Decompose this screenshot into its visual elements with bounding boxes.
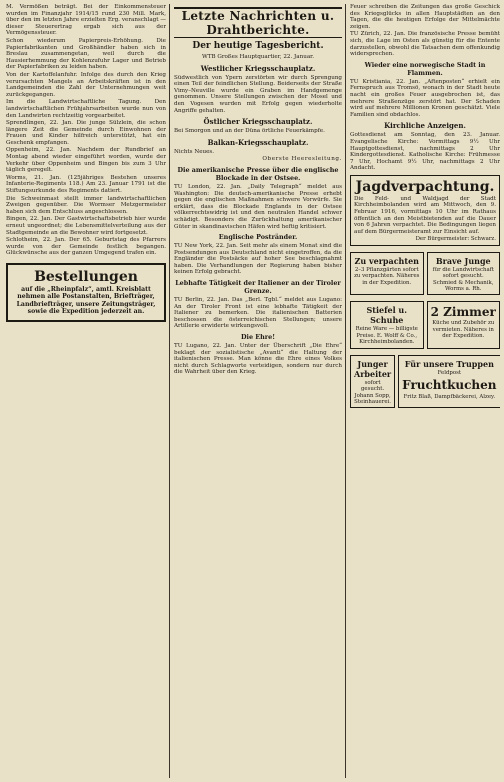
ad-text: für die Landwirtschaft sofort gesucht. Schmied & Mechanik, Worms a. Rh. <box>432 266 494 293</box>
article-paragraph: Worms, 21. Jan. (125jähriges Bestehen unseres Infanterie-Regiments 118.) Am 23. Januar 1791 ist die Stiftungsurkunde des Regiments datiert. <box>6 174 166 195</box>
ad-title: 2 Zimmer <box>430 305 496 320</box>
ad-title: Für unsere Truppen <box>404 358 494 369</box>
article-paragraph: TU Zürich, 22. Jan. Die französische Presse bemüht sich, die Lage im Osten als günstig für die Entente darzustellen, obwohl die Tatsachen dem offenkundig widersprechen. <box>350 31 500 58</box>
ad-row <box>350 298 500 351</box>
east-front-text: Bei Smorgon und an der Düna örtliche Feuerkämpfe. <box>174 128 325 135</box>
classified-ad <box>427 252 501 296</box>
article-paragraph: Die Schweinmast stellt immer landwirtschaftlichen Zweigen gegenüber. Die Wormser Metzgermeister haben sich dem Entschluss angeschlossen. <box>6 195 166 215</box>
article-paragraph: Schon wiederum Papierpreis-Erhöhung. Die Papierfabrikanten und Großhändler haben sich in Breslau zusammengetan, weil durch die Hausierhemmung der Kohlenzufuhr Lager und Betrieb der Papierfabriken zu leiden haben. <box>6 37 166 71</box>
column-rule <box>345 4 346 778</box>
article-paragraph: TU London, 22. Jan. „Daily Telegraph“ meldet aus Washington: Die deutsch-amerikanische Presse erhebt gegen die englischen Maßnahmen schwere Vorwürfe. Sie erklärt, dass die Blockade Englands in der Ostsee völkerrechtswidrig ist und den neutralen Handel schwer schädigt. Besonders die Zurückhaltung amerikanischer Güter in skandinavischen Häfen wird heftig kritisiert. <box>174 183 342 230</box>
ad-title: Zu verpachten <box>354 255 419 266</box>
article-paragraph: Von der Kartoffelanfuhr. Infolge des durch den Krieg verursachten Mangels an Arbeitskräften ist in den Landgemeinden die Zahl der Unternehmungen weit zurückgegangen. <box>6 71 166 98</box>
ad-text: Fritz Blaß, Dampfbäckerei, Alzey. <box>403 394 496 401</box>
ad-text: Küche und Zubehör zu vermieten. Näheres in der Expedition. <box>432 320 495 340</box>
ad-text: sofort gesucht. Johann Sopp, Steinhauerei. <box>354 379 391 405</box>
article-headline: Englische Postränder. <box>218 233 298 242</box>
article-paragraph: Bingen, 22. Jan. Der Gastwirtschaftsbetrieb hier wurde erneut ungeordnet; die Lebensmittelverteilung aus der Stadtgemeinde an die Bewohner wird fortgesetzt. <box>6 216 166 236</box>
ad-title: Jagdverpachtung. <box>355 178 495 195</box>
balkan-front-text: Nichts Neues. <box>174 148 215 155</box>
church-notices-title: Kirchliche Anzeigen. <box>384 121 466 131</box>
west-front-title: Westlicher Kriegsschauplatz. <box>200 63 316 73</box>
article-paragraph: Sprendlingen, 22. Jan. Die junge Sülzlein, die schon längere Zeit die Gemeinde durch Einwohnen der Frauen und Kinder hilfreich unterstützt, hat ein Geschenk empfangen. <box>6 120 166 146</box>
church-notices-text: Gottesdienst am Sonntag, den 23. Januar. Evangelische Kirche: Vormittags 9½ Uhr Hauptgottesdienst, nachmittags 2 Uhr Kindergottesdienst. Katholische Kirche: Frühmesse 7 Uhr, Hochamt 9½ Uhr, nachmittags 2 Uhr Andacht. <box>350 132 500 172</box>
article-paragraph: Schlotheim, 22. Jan. Der 65. Geburtstag des Pfarrers wurde von der Gemeinde festlich begangen. Glückwünsche aus der ganzen Umgegend trafen ein. <box>6 237 166 257</box>
article-paragraph: TU Kristiania, 22. Jan. „Aftenposten“ erhielt ein Fernspruch aus Tromsö, wonach in der Stadt heute nacht ein großes Feuer ausgebrochen ist, das mehrere Straßenzüge zerstört hat. Der Schaden wird auf mehrere Millionen Kronen geschätzt. Viele Familien sind obdachlos. <box>350 78 500 118</box>
column-rule <box>169 4 170 778</box>
article-headline: Wieder eine norwegische Stadt in Flammen. <box>364 60 486 77</box>
classified-ad <box>350 301 424 348</box>
report-dateline: WTB Großes Hauptquartier, 22. Januar. <box>201 54 314 60</box>
classified-ad <box>427 301 501 348</box>
ad-signature: Der Bürgermeister: Schwarz. <box>415 236 496 243</box>
subscription-text: auf die „Rheinpfalz“, amtl. Kreisblatt nehmen alle Postanstalten, Briefträger, Landbriefträger, unsere Zeitungsträger, sowie die Expedition jederzeit an. <box>16 285 156 316</box>
classified-ad <box>350 252 424 296</box>
article-paragraph: Feuer schreiben die Zeitungen das große Geschick des Kriegsglücks in allen Hauptstädten an den Tagen, die die heutigen Erfolge der Mittelmächte zeigen. <box>350 4 500 30</box>
article-paragraph: TU Lugano, 22. Jan. Unter der Überschrift „Die Ehre“ beklagt der sozialistische „Avanti“ die Haltung der italienischen Presse. Man könne die Ehre eines Volkes nicht durch Schlagworte verteidigen, sondern nur durch die Wahrheit über den Krieg. <box>174 343 342 376</box>
classified-ad <box>398 355 500 409</box>
article-paragraph: TU New York, 22. Jan. Seit mehr als einem Monat sind die Postsendungen aus Deutschland nicht eingetroffen, da die Engländer die Postsäcke auf hoher See beschlagnahmt haben. Die Verhandlungen der Regierung haben bisher keinen Erfolg gebracht. <box>174 243 342 276</box>
balkan-front-title: Balkan-Kriegsschauplatz. <box>207 137 309 147</box>
ad-text: Reine Ware — billigste Preise. E. Wolff & Co., Kirchheimbolanden. <box>355 326 418 346</box>
ad-text: 2–3 Pflanzgärten sofort zu verpachten. Näheres in der Expedition. <box>354 266 420 286</box>
report-signature: Oberste Heeresleitung. <box>262 156 342 163</box>
hunting-lease-ad <box>350 175 500 246</box>
ad-row <box>350 352 500 412</box>
article-headline: Die amerikanische Presse über die englische Blockade in der Ostsee. <box>177 165 339 182</box>
ad-title: Brave Junge <box>435 255 491 266</box>
ad-headline: Fruchtkuchen <box>402 378 497 393</box>
article-paragraph: M. Vermößen beträgt. Bei der Einkommensteuer wurden im Finanzjahr 1914/15 rund 230 Mill. Mark, über den im letzten Jahre erzielten Erg. veranschlagt — dieser Steuerertrag ergab sich aus der Vermögenssteuer. <box>6 4 166 37</box>
ad-row <box>350 249 500 299</box>
column-right <box>350 4 500 778</box>
section-header: Letzte Nachrichten u. Drahtberichte. <box>174 7 342 38</box>
article-headline: Lebhafte Tätigkeit der Italiener an der Tiroler Grenze. <box>175 279 341 296</box>
subscription-title: Bestellungen <box>34 268 138 285</box>
ad-title: Junger Arbeiter <box>354 358 392 379</box>
ad-text: Die Feld- und Waldjagd der Stadt Kirchheimbolanden wird am Mittwoch, den 9. Februar 1916, vormittags 10 Uhr im Rathaus öffentlich an den Meistbietenden auf die Dauer von 6 Jahren verpachtet. Die Bedingungen liegen auf dem Bürgermeisteramt zur Einsicht auf. <box>354 195 496 235</box>
article-headline: Die Ehre! <box>240 333 276 342</box>
article-paragraph: TU Berlin, 22. Jan. Das „Berl. Tgbl.“ meldet aus Lugano: An der Tiroler Front ist eine lebhafte Tätigkeit der Italiener zu bemerken. Die italienischen Batterien beschossen die österreichischen Stellungen; unsere Artillerie erwiderte wirkungsvoll. <box>174 297 342 330</box>
article-paragraph: Oppenheim, 22. Jan. Nachdem der Rundbrief an Montag abend wieder eingeführt worden, wurde der Verkehr über Oppenheim und Bingen bis zum 3 Uhr täglich geregelt. <box>6 147 166 174</box>
report-title: Der heutige Tagesbericht. <box>192 41 324 51</box>
classified-ad <box>350 355 395 409</box>
column-left <box>6 4 166 778</box>
ad-subtitle: Feldpost <box>437 369 462 376</box>
subscription-box <box>6 263 166 322</box>
ad-title: Stiefel u. Schuhe <box>366 305 408 326</box>
west-front-text: Südwestlich von Ypern zerstörten wir durch Sprengung einen Teil der feindlichen Stellung. Beiderseits der Straße Vimy–Neuville wurde ein Graben im Handgemenge genommen. Unsere Stellungen zwischen der Mosel und den Vogesen wurden mit Erfolg gegen wiederholte Angriffe gehalten. <box>174 74 342 114</box>
article-paragraph: Im die Landwirtschaftliche Tagung. Den landwirtschaftlichen Frühjahrsarbeiten wurde nun von den Landwirten rechtzeitig vorgearbeitet. <box>6 99 166 119</box>
east-front-title: Östlicher Kriegsschauplatz. <box>203 117 313 127</box>
column-middle <box>174 4 342 778</box>
